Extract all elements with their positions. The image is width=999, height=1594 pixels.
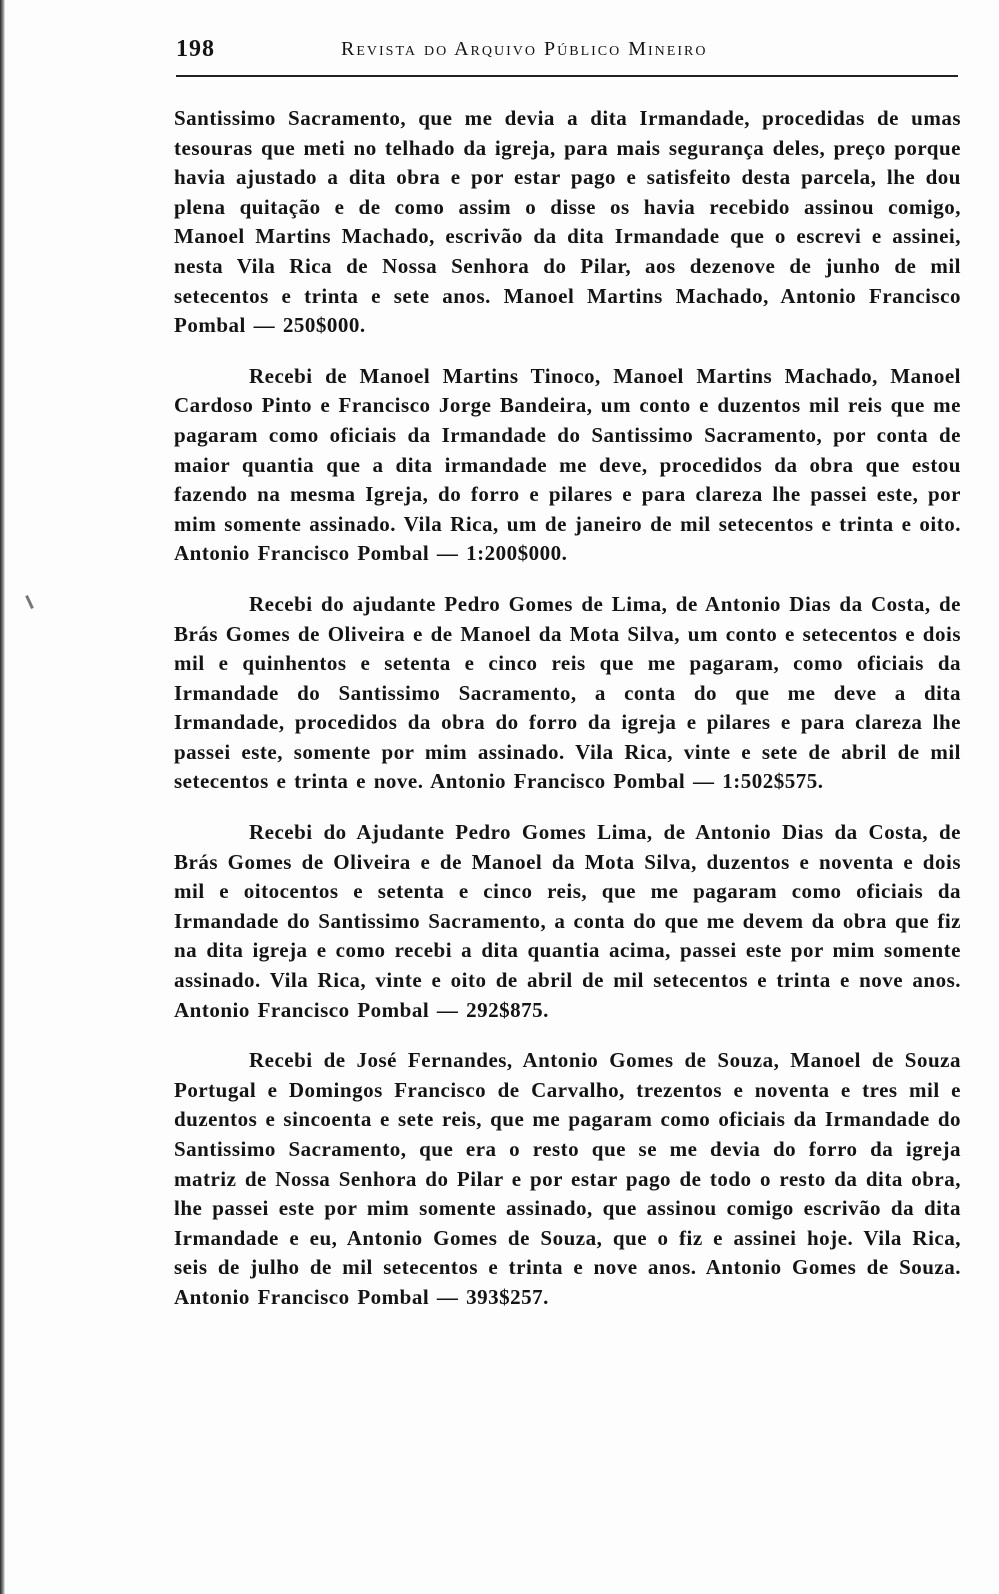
header-rule (176, 75, 958, 77)
margin-mark (25, 595, 34, 609)
paragraph-receipt-1: Recebi de Manoel Martins Tinoco, Manoel Martins Machado, Manoel Cardoso Pinto e Francisco Jorge Bandeira, um conto e duzentos mil reis que me pagaram como oficiais da Irmandade do Santissimo Sacramento, por conta de maior quantia que a dita irmandade me deve, procedidos da obra que estou fazendo na mesma Igreja, do forro e pilares e para clareza lhe passei este, por mim somente assinado. Vila Rica, um de janeiro de mil setecentos e trinta e oito. Antonio Francisco Pombal — 1:200$000. (174, 363, 961, 566)
paragraph-receipt-2: Recebi do ajudante Pedro Gomes de Lima, de Antonio Dias da Costa, de Brás Gomes de Oliveira e de Manoel da Mota Silva, um conto e setecentos e dois mil e quinhentos e setenta e cinco reis que me pagaram, como oficiais da Irmandade do Santissimo Sacramento, a conta do que me deve a dita Irmandade, procedidos da obra do forro da igreja e pilares e para clareza lhe passei este, somente por mim assinado. Vila Rica, vinte e sete de abril de mil setecentos e trinta e nove. Antonio Francisco Pombal — 1:502$575. (174, 591, 961, 794)
paragraph-continuation: Santissimo Sacramento, que me devia a dita Irmandade, procedidas de umas tesouras que meti no telhado da igreja, para mais segurança deles, preço porque havia ajustado a dita obra e por estar pago e satisfeito desta parcela, lhe dou plena quitação e de como assim o disse os havia recebido assinou comigo, Manoel Martins Machado, escrivão da dita Irmandade que o escrevi e assinei, nesta Vila Rica de Nossa Senhora do Pilar, aos dezenove de junho de mil setecentos e trinta e sete anos. Manoel Martins Machado, Antonio Francisco Pombal — 250$000. (174, 106, 961, 338)
body-text (174, 104, 961, 1334)
running-title: Revista do Arquivo Público Mineiro (341, 38, 708, 60)
paragraph-receipt-3: Recebi do Ajudante Pedro Gomes Lima, de Antonio Dias da Costa, de Brás Gomes de Oliveira e de Manoel da Mota Silva, duzentos e noventa e dois mil e oitocentos e setenta e cinco reis, que me pagaram como oficiais da Irmandade do Santissimo Sacramento, a conta do que me devem da obra que fiz na dita igreja e como recebi a dita quantia acima, passei este por mim somente assinado. Vila Rica, vinte e oito de abril de mil setecentos e trinta e nove anos. Antonio Francisco Pombal — 292$875. (174, 820, 961, 1022)
page-number: 198 (176, 36, 215, 62)
binding-edge (0, 0, 5, 1594)
paragraph-receipt-4: Recebi de José Fernandes, Antonio Gomes de Souza, Manoel de Souza Portugal e Domingos Francisco de Carvalho, trezentos e noventa e tres mil e duzentos e sincoenta e sete reis, que me pagaram como oficiais da Irmandade do Santissimo Sacramento, que era o resto que se me devia do forro da igreja matriz de Nossa Senhora do Pilar e por estar pago de todo o resto da dita obra, lhe passei este por mim somente assinado, que assinou comigo escrivão da dita Irmandade e eu, Antonio Gomes de Souza, que o fiz e assinei hoje. Vila Rica, seis de julho de mil setecentos e trinta e nove anos. Antonio Gomes de Souza. Antonio Francisco Pombal — 393$257. (174, 1048, 961, 1309)
page-header (176, 36, 958, 66)
